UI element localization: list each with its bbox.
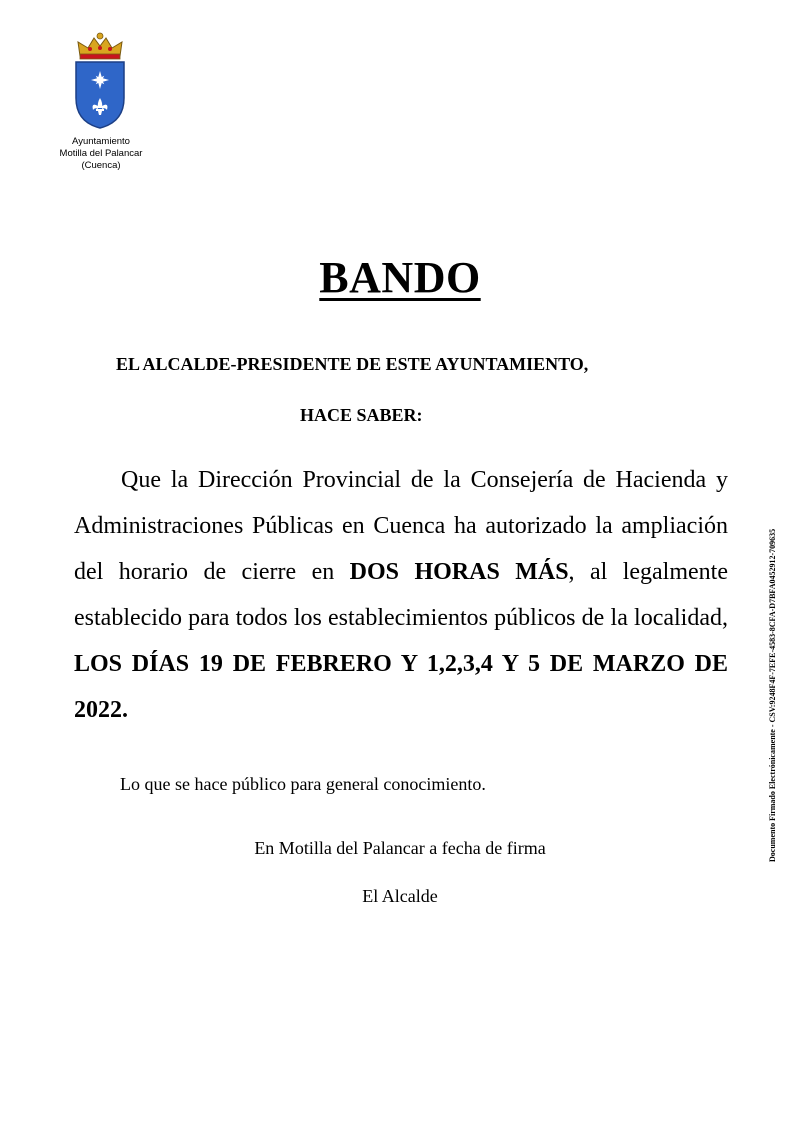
document-title: BANDO xyxy=(319,253,481,302)
electronic-signature-note: Documento Firmado Electrónicamente - CSV:9248F4F-7EFE-4583-8CFA-D7BFA0452912-709635 xyxy=(768,528,777,862)
organization-line: Motilla del Palancar xyxy=(59,148,143,159)
coat-of-arms-icon xyxy=(68,30,132,130)
place-and-date: En Motilla del Palancar a fecha de firma xyxy=(254,838,546,858)
body-bold-hours: DOS HORAS MÁS xyxy=(349,559,569,585)
body-text-part: Que la Dirección Provincial de la Consejería de Hacienda y Administraciones Públicas en Cuenca ha autorizado la ampliación del horario de cierre en xyxy=(74,467,728,585)
speaker-heading: EL ALCALDE-PRESIDENTE DE ESTE AYUNTAMIENTO, xyxy=(116,354,589,374)
closing-statement: Lo que se hace público para general conocimiento. xyxy=(120,774,486,794)
signatory: El Alcalde xyxy=(362,886,438,906)
organization-line: Ayuntamiento xyxy=(72,136,130,147)
organization-name xyxy=(30,136,172,172)
body-text-part: , al legalmente establecido para todos los establecimientos públicos de la localidad, xyxy=(74,559,728,631)
body-bold-dates: LOS DÍAS 19 DE FEBRERO Y 1,2,3,4 Y 5 DE MARZO DE 2022. xyxy=(74,651,728,723)
announcement-body xyxy=(74,457,728,733)
organization-line: (Cuenca) xyxy=(81,160,121,171)
hace-saber-heading: HACE SABER: xyxy=(300,405,423,425)
